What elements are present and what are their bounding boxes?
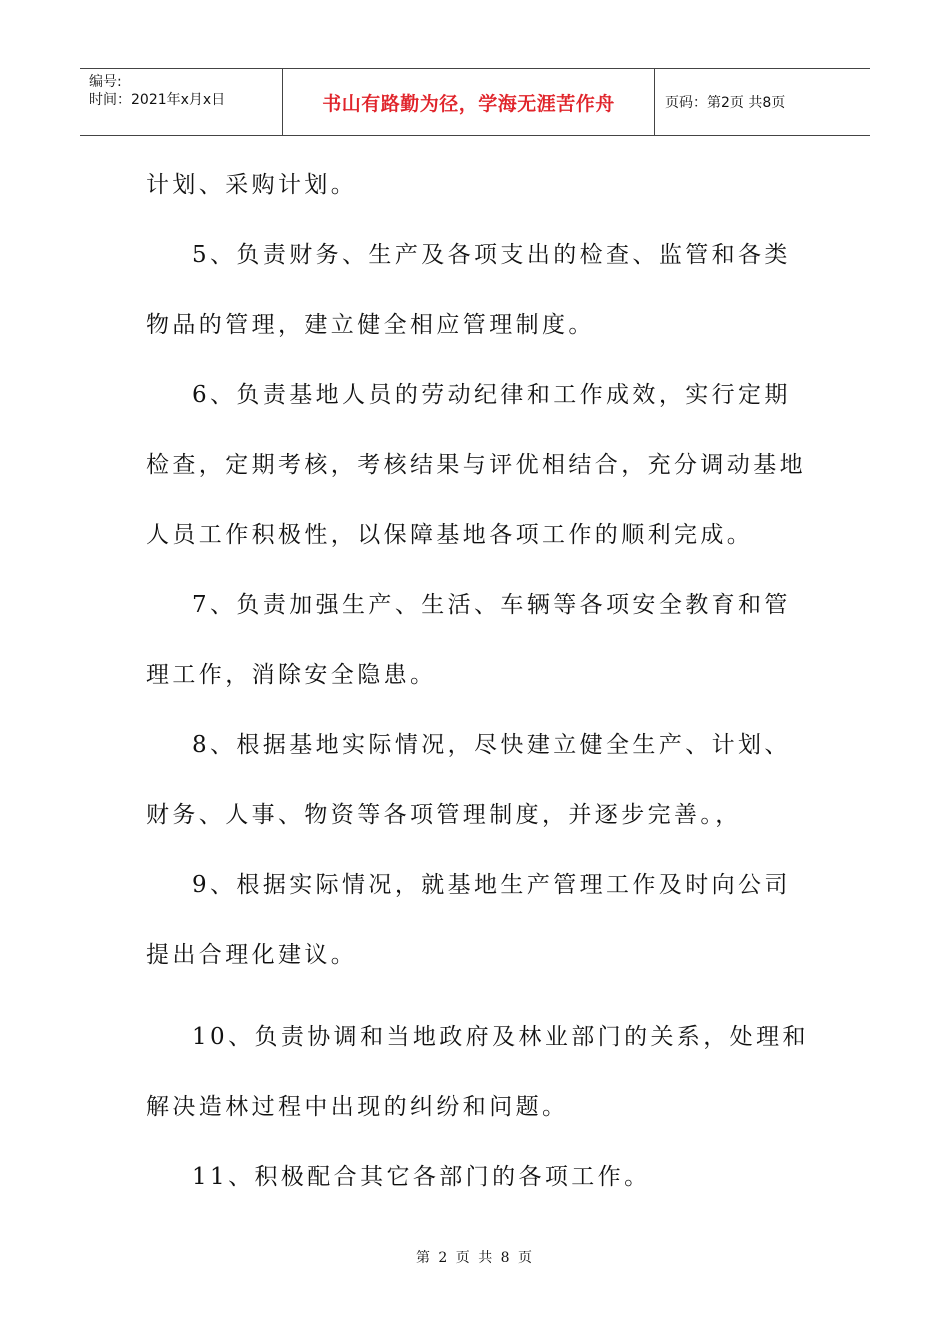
header-motto: 书山有路勤为径，学海无涯苦作舟: [283, 69, 655, 135]
paragraph-item-11: 11、积极配合其它各部门的各项工作。: [192, 1164, 651, 1190]
document-time-label: 时间：2021年x月x日: [89, 92, 226, 108]
paragraph-item-6: 6、负责基地人员的劳动纪律和工作成效，实行定期检查，定期考核，考核结果与评优相结合，充分调动基地人员工作积极性，以保障基地各项工作的顺利完成。: [146, 382, 806, 548]
document-number-label: 编号:: [89, 74, 122, 90]
paragraph-item-8: 8、根据基地实际情况，尽快建立健全生产、计划、财务、人事、物资等各项管理制度，并逐步完善。，: [146, 732, 791, 828]
page-footer: 第 2 页 共 8 页: [415, 1250, 535, 1266]
paragraph-item-10: 10、负责协调和当地政府及林业部门的关系，处理和解决造林过程中出现的纠纷和问题。: [146, 1024, 809, 1120]
page-header: [80, 68, 870, 136]
document-body: [146, 150, 810, 1212]
paragraph-item-9: 9、根据实际情况，就基地生产管理工作及时向公司提出合理化建议。: [146, 872, 791, 968]
paragraph-item-7: 7、负责加强生产、生活、车辆等各项安全教育和管理工作，消除安全隐患。: [146, 592, 791, 688]
paragraph-item-5: 5、负责财务、生产及各项支出的检查、监管和各类物品的管理，建立健全相应管理制度。: [146, 242, 791, 338]
header-meta: [80, 69, 283, 135]
header-page-info: 页码：第2页 共8页: [665, 95, 786, 111]
paragraph-continuation: 计划、采购计划。: [146, 172, 358, 198]
